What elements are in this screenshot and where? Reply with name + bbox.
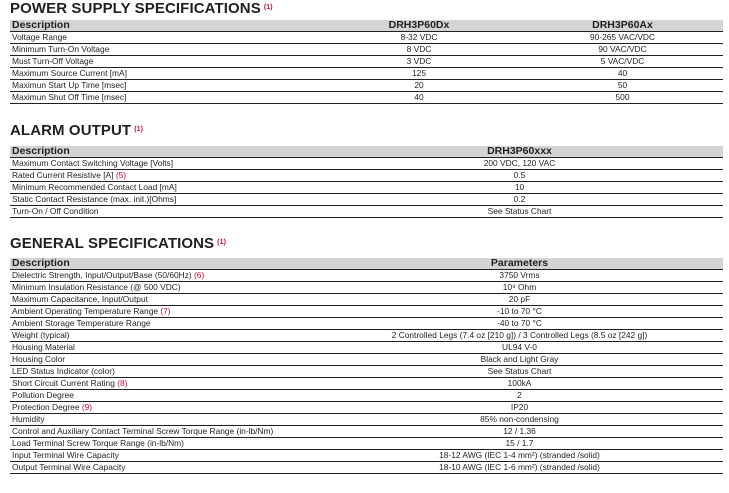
table-row: [10, 206, 723, 218]
general-specifications-title-ref: (1): [217, 239, 227, 246]
description-cell: [10, 354, 316, 366]
power-supply-section: [10, 0, 723, 104]
table-row: [10, 462, 723, 474]
table-row: [10, 92, 723, 104]
dc-value-cell: 20: [316, 80, 522, 92]
table-row: [10, 158, 723, 170]
description-text: Maximum Capacitance, Input/Output: [12, 294, 148, 304]
description-text: Turn-On / Off Condition: [12, 206, 99, 216]
table-header-row: [10, 146, 723, 158]
general-specifications-heading: [10, 235, 723, 252]
table-row: [10, 32, 723, 44]
column-header-model: DRH3P60xxx: [316, 146, 723, 158]
table-row: [10, 366, 723, 378]
ac-value-cell: 5 VAC/VDC: [522, 56, 723, 68]
table-row: [10, 270, 723, 282]
table-row: [10, 330, 723, 342]
table-row: [10, 426, 723, 438]
value-cell: 3750 Vrms: [316, 270, 723, 282]
table-row: [10, 390, 723, 402]
description-cell: [10, 318, 316, 330]
description-cell: [10, 438, 316, 450]
description-cell: [10, 282, 316, 294]
table-header-row: [10, 258, 723, 270]
description-cell: [10, 182, 316, 194]
description-cell: [10, 306, 316, 318]
column-header-description: Description: [10, 146, 316, 158]
table-row: [10, 44, 723, 56]
description-cell: [10, 462, 316, 474]
description-cell: [10, 206, 316, 218]
table-row: [10, 294, 723, 306]
table-header-row: [10, 20, 723, 32]
table-row: [10, 318, 723, 330]
value-cell: -10 to 70 °C: [316, 306, 723, 318]
description-text: Minimum Insulation Resistance (@ 500 VDC): [12, 282, 181, 292]
alarm-output-title: ALARM OUTPUT: [10, 122, 132, 139]
ac-value-cell: 40: [522, 68, 723, 80]
alarm-output-section: [10, 122, 723, 218]
description-cell: [10, 390, 316, 402]
power-supply-title: POWER SUPPLY SPECIFICATIONS: [10, 0, 261, 17]
power-supply-table: [10, 20, 723, 104]
power-supply-rows: [10, 32, 723, 104]
footnote-ref: (6): [194, 270, 205, 280]
table-row: [10, 450, 723, 462]
description-cell: [10, 378, 316, 390]
value-cell: 15 / 1.7: [316, 438, 723, 450]
description-text: Minimum Recommended Contact Load [mA]: [12, 182, 177, 192]
table-row: [10, 68, 723, 80]
description-text: Control and Auxiliary Contact Terminal Screw Torque Range (in-lb/Nm): [12, 426, 274, 436]
general-specifications-section: [10, 235, 723, 474]
description-cell: Maximun Start Up Time [msec]: [10, 80, 316, 92]
value-cell: 10: [316, 182, 723, 194]
table-row: [10, 56, 723, 68]
ac-value-cell: 90 VAC/VDC: [522, 44, 723, 56]
description-cell: [10, 330, 316, 342]
description-cell: Maximum Source Current [mA]: [10, 68, 316, 80]
value-cell: 18-10 AWG (IEC 1-6 mm²) (stranded /solid): [316, 462, 723, 474]
description-text: Housing Material: [12, 342, 75, 352]
column-header-dc-model: DRH3P60Dx: [316, 20, 522, 32]
value-cell: 10⁹ Ohm: [316, 282, 723, 294]
alarm-output-title-ref: (1): [134, 126, 144, 133]
footnote-ref: (8): [117, 378, 128, 388]
description-text: Weight (typical): [12, 330, 70, 340]
value-cell: 20 pF: [316, 294, 723, 306]
description-cell: [10, 158, 316, 170]
table-row: [10, 342, 723, 354]
description-cell: [10, 426, 316, 438]
description-cell: [10, 294, 316, 306]
column-header-description: Description: [10, 258, 316, 270]
value-cell: -40 to 70 °C: [316, 318, 723, 330]
table-row: [10, 170, 723, 182]
description-text: Ambient Operating Temperature Range: [12, 306, 159, 316]
description-cell: Minimum Turn-On Voltage: [10, 44, 316, 56]
power-supply-heading: [10, 0, 723, 17]
ac-value-cell: 50: [522, 80, 723, 92]
description-cell: [10, 270, 316, 282]
description-text: Rated Current Resistive [A]: [12, 170, 114, 180]
description-cell: Voltage Range: [10, 32, 316, 44]
description-text: Maximum Contact Switching Voltage [Volts]: [12, 158, 174, 168]
dc-value-cell: 8-32 VDC: [316, 32, 522, 44]
alarm-output-rows: [10, 158, 723, 218]
column-header-parameters: Parameters: [316, 258, 723, 270]
value-cell: 0.5: [316, 170, 723, 182]
value-cell: 100kA: [316, 378, 723, 390]
footnote-ref: (7): [160, 306, 171, 316]
value-cell: IP20: [316, 402, 723, 414]
description-text: Short Circuit Current Rating: [12, 378, 115, 388]
value-cell: 2 Controlled Legs (7.4 oz [210 g]) / 3 Controlled Legs (8.5 oz [242 g]): [316, 330, 723, 342]
table-row: [10, 402, 723, 414]
dc-value-cell: 3 VDC: [316, 56, 522, 68]
description-cell: [10, 414, 316, 426]
description-cell: Must Turn-Off Voltage: [10, 56, 316, 68]
value-cell: 200 VDC, 120 VAC: [316, 158, 723, 170]
description-cell: [10, 450, 316, 462]
table-row: [10, 182, 723, 194]
ac-value-cell: 500: [522, 92, 723, 104]
dc-value-cell: 8 VDC: [316, 44, 522, 56]
table-row: [10, 378, 723, 390]
ac-value-cell: 90-265 VAC/VDC: [522, 32, 723, 44]
description-text: Ambient Storage Temperature Range: [12, 318, 151, 328]
table-row: [10, 194, 723, 206]
dc-value-cell: 125: [316, 68, 522, 80]
column-header-ac-model: DRH3P60Ax: [522, 20, 723, 32]
power-supply-title-ref: (1): [263, 4, 273, 11]
general-specifications-table: [10, 258, 723, 474]
table-row: [10, 306, 723, 318]
description-text: Protection Degree: [12, 402, 80, 412]
description-cell: [10, 194, 316, 206]
value-cell: UL94 V-0: [316, 342, 723, 354]
alarm-output-table: [10, 146, 723, 218]
description-cell: [10, 170, 316, 182]
table-row: [10, 80, 723, 92]
value-cell: 85% non-condensing: [316, 414, 723, 426]
general-specifications-title: GENERAL SPECIFICATIONS: [10, 235, 215, 252]
description-cell: [10, 342, 316, 354]
value-cell: 2: [316, 390, 723, 402]
footnote-ref: (9): [81, 402, 93, 412]
general-specifications-rows: [10, 270, 723, 474]
description-text: Pollution Degree: [12, 390, 74, 400]
description-text: Static Contact Resistance (max. init.)[Ohms]: [12, 194, 177, 204]
description-cell: Maximun Shut Off Time [msec]: [10, 92, 316, 104]
alarm-output-heading: [10, 122, 723, 139]
value-cell: Black and Light Gray: [316, 354, 723, 366]
description-cell: [10, 366, 316, 378]
footnote-ref: (5): [115, 170, 127, 180]
value-cell: 18-12 AWG (IEC 1-4 mm²) (stranded /solid): [316, 450, 723, 462]
description-text: Housing Color: [12, 354, 66, 364]
table-row: [10, 438, 723, 450]
value-cell: See Status Chart: [316, 366, 723, 378]
column-header-description: Description: [10, 20, 316, 32]
table-row: [10, 282, 723, 294]
value-cell: 12 / 1.36: [316, 426, 723, 438]
dc-value-cell: 40: [316, 92, 522, 104]
table-row: [10, 414, 723, 426]
description-cell: [10, 402, 316, 414]
description-text: Input Terminal Wire Capacity: [12, 450, 119, 460]
value-cell: 0.2: [316, 194, 723, 206]
description-text: Dielectric Strength, Input/Output/Base (50/60Hz): [12, 270, 192, 280]
description-text: Humidity: [12, 414, 45, 424]
description-text: LED Status Indicator (color): [12, 366, 115, 376]
table-row: [10, 354, 723, 366]
value-cell: See Status Chart: [316, 206, 723, 218]
description-text: Load Terminal Screw Torque Range (in-lb/Nm): [12, 438, 184, 448]
description-text: Output Terminal Wire Capacity: [12, 462, 126, 472]
